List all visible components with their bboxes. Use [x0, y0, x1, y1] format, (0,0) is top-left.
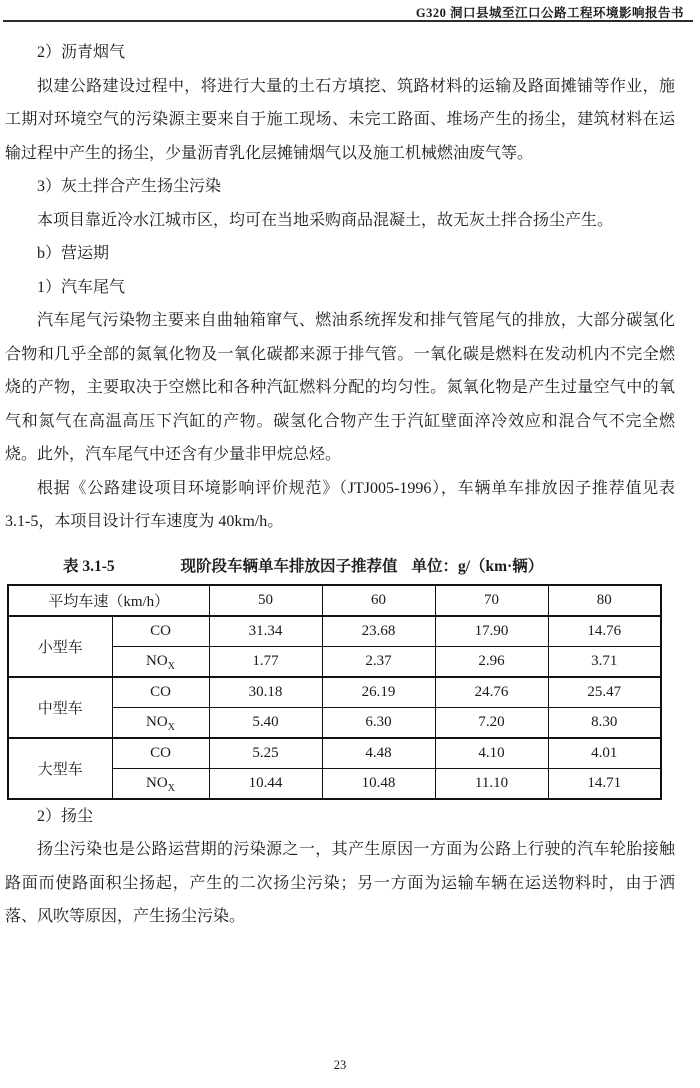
- value-cell: 10.44: [209, 768, 322, 799]
- pollutant-cell: CO: [112, 738, 209, 769]
- pollutant-cell: CO: [112, 677, 209, 708]
- value-cell: 4.10: [435, 738, 548, 769]
- page-number: 23: [333, 1058, 347, 1072]
- pollutant-cell: $NO_X$: [112, 646, 209, 677]
- table-caption-title: 现阶段车辆单车排放因子推荐值: [180, 557, 398, 575]
- value-cell: 17.90: [435, 616, 548, 647]
- speed-cell: 70: [435, 585, 548, 616]
- pollutant-cell: $NO_X$: [112, 768, 209, 799]
- table-row: [8, 677, 661, 708]
- page-footer: [0, 1058, 680, 1073]
- emission-factor-table: [7, 584, 662, 800]
- value-cell: 11.10: [435, 768, 548, 799]
- value-cell: 10.48: [322, 768, 435, 799]
- value-cell: 14.76: [548, 616, 661, 647]
- page-header-title: G320 洞口县城至江口公路工程环境影响报告书: [415, 6, 684, 20]
- value-cell: 2.96: [435, 646, 548, 677]
- value-cell: 24.76: [435, 677, 548, 708]
- value-cell: 6.30: [322, 707, 435, 738]
- table-caption-number: 表 3.1-5: [63, 557, 115, 575]
- paragraph-dust: 扬尘污染也是公路运营期的污染源之一，其产生原因一方面为公路上行驶的汽车轮胎接触路面而使路面积尘扬起，产生的二次扬尘污染；另一方面为运输车辆在运送物料时，由于洒落、风吹等原因，产生扬尘污染。: [5, 841, 675, 925]
- heading-dust: 2）扬尘: [37, 807, 94, 825]
- speed-header-cell: 平均车速（km/h）: [8, 585, 209, 616]
- paragraph-lime-soil: 本项目靠近冷水江城市区，均可在当地采购商品混凝土，故无灰土拌合扬尘产生。: [37, 211, 614, 229]
- table-row: [8, 738, 661, 769]
- value-cell: 4.48: [322, 738, 435, 769]
- value-cell: 7.20: [435, 707, 548, 738]
- speed-cell: 60: [322, 585, 435, 616]
- pollutant-cell: $NO_X$: [112, 707, 209, 738]
- vehicle-type-cell: 小型车: [8, 616, 112, 677]
- document-body: [5, 36, 675, 934]
- pollutant-cell: CO: [112, 616, 209, 647]
- value-cell: 14.71: [548, 768, 661, 799]
- value-cell: 30.18: [209, 677, 322, 708]
- value-cell: 3.71: [548, 646, 661, 677]
- value-cell: 23.68: [322, 616, 435, 647]
- value-cell: 31.34: [209, 616, 322, 647]
- value-cell: 2.37: [322, 646, 435, 677]
- value-cell: 26.19: [322, 677, 435, 708]
- table-caption: [5, 555, 675, 579]
- vehicle-type-cell: 中型车: [8, 677, 112, 738]
- heading-asphalt-fume: 2）沥青烟气: [37, 44, 126, 61]
- value-cell: 25.47: [548, 677, 661, 708]
- speed-cell: 80: [548, 585, 661, 616]
- value-cell: 5.40: [209, 707, 322, 738]
- table-row: [8, 616, 661, 647]
- value-cell: 4.01: [548, 738, 661, 769]
- header-divider-rule: [3, 20, 693, 22]
- paragraph-vehicle-exhaust: 汽车尾气污染物主要来自曲轴箱窜气、燃油系统挥发和排气管尾气的排放，大部分碳氢化合物和几乎全部的氮氧化物及一氧化碳都来源于排气管。一氧化碳是燃料在发动机内不完全燃烧的产物，主要取决于空燃比和各种汽缸燃料分配的均匀性。氮氧化物是产生过量空气中的氧气和氮气在高温高压下汽缸的产物。碳氢化合物产生于汽缸壁面淬冷效应和混合气不完全燃烧。此外，汽车尾气中还含有少量非甲烷总烃。: [5, 312, 675, 463]
- value-cell: 1.77: [209, 646, 322, 677]
- value-cell: 8.30: [548, 707, 661, 738]
- vehicle-type-cell: 大型车: [8, 738, 112, 799]
- paragraph-emission-factor: 根据《公路建设项目环境影响评价规范》（JTJ005-1996），车辆单车排放因子推荐值见表 3.1-5，本项目设计行车速度为 40km/h。: [5, 479, 675, 530]
- table-caption-unit: 单位：g/（km·辆）: [411, 557, 544, 575]
- paragraph-construction-air-pollution: 拟建公路建设过程中，将进行大量的土石方填挖、筑路材料的运输及路面摊铺等作业，施工期对环境空气的污染源主要来自于施工现场、未完工路面、堆场产生的扬尘，建筑材料在运输过程中产生的扬尘，少量沥青乳化层摊铺烟气以及施工机械燃油废气等。: [5, 77, 675, 162]
- heading-operation-period: b）营运期: [37, 245, 110, 262]
- value-cell: 5.25: [209, 738, 322, 769]
- table-header-row: [8, 585, 661, 616]
- heading-lime-soil-dust: 3）灰土拌合产生扬尘污染: [37, 178, 222, 195]
- speed-cell: 50: [209, 585, 322, 616]
- heading-vehicle-exhaust: 1）汽车尾气: [37, 278, 126, 296]
